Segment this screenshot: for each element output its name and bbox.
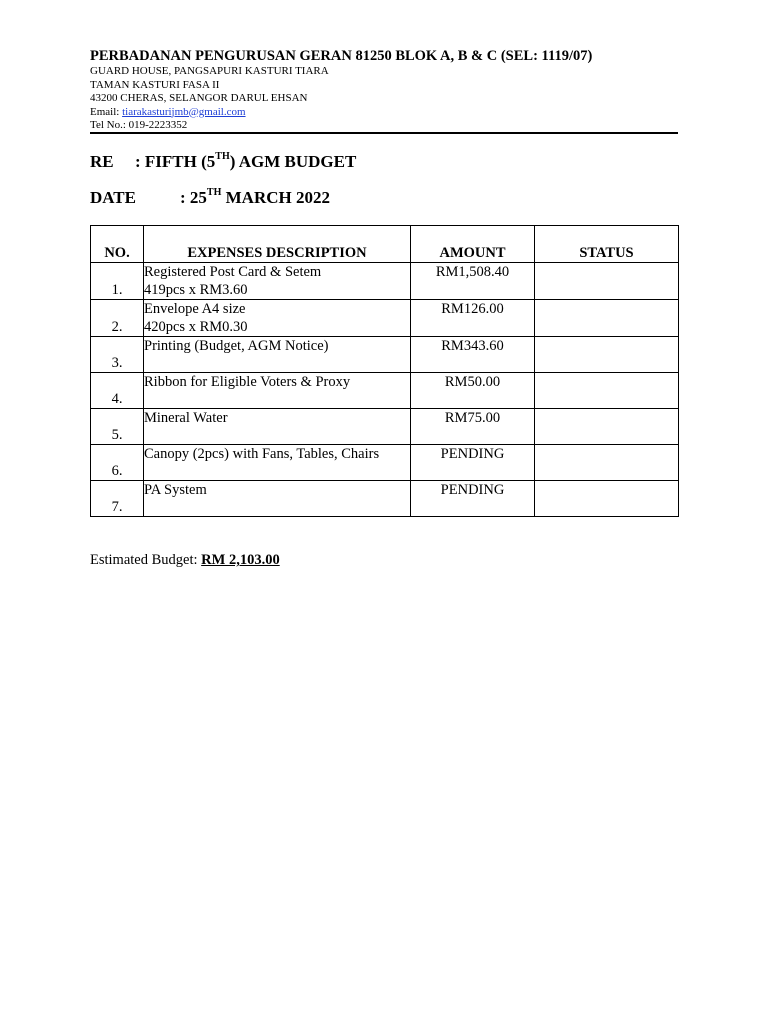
re-suffix: ) AGM BUDGET xyxy=(229,152,357,171)
tel-number: 019-2223352 xyxy=(128,119,188,131)
row-status xyxy=(535,263,679,300)
date-prefix: : 25 xyxy=(180,188,207,207)
description-line-2: 419pcs x RM3.60 xyxy=(144,282,248,298)
header-description: EXPENSES DESCRIPTION xyxy=(144,226,411,263)
description-line-1: PA System xyxy=(144,482,207,498)
table-row xyxy=(91,445,679,481)
row-number: 2. xyxy=(91,300,144,337)
table-row xyxy=(91,409,679,445)
re-label: RE xyxy=(90,152,114,171)
row-number: 5. xyxy=(91,409,144,445)
estimated-budget xyxy=(90,551,280,569)
organization-name: PERBADANAN PENGURUSAN GERAN 81250 BLOK A, B & C (SEL: 1119/07) xyxy=(90,48,593,64)
row-description xyxy=(144,481,411,517)
table-row xyxy=(91,337,679,373)
estimated-budget-total: RM 2,103.00 xyxy=(201,552,280,568)
table-row xyxy=(91,373,679,409)
email-label: Email: xyxy=(90,105,120,118)
row-amount: RM50.00 xyxy=(411,373,535,409)
header-status: STATUS xyxy=(535,226,679,263)
description-line-1: Mineral Water xyxy=(144,410,228,426)
date-suffix: MARCH 2022 xyxy=(221,188,330,207)
expenses-table xyxy=(90,225,679,517)
row-number: 7. xyxy=(91,481,144,517)
header-amount: AMOUNT xyxy=(411,226,535,263)
date-label: DATE xyxy=(90,188,136,207)
table-row xyxy=(91,481,679,517)
row-number: 3. xyxy=(91,337,144,373)
description-line-1: Canopy (2pcs) with Fans, Tables, Chairs xyxy=(144,446,380,462)
header-no: NO. xyxy=(91,226,144,263)
table-row xyxy=(91,263,679,300)
row-number: 4. xyxy=(91,373,144,409)
row-description xyxy=(144,263,411,300)
tel-line xyxy=(90,119,678,133)
row-amount: RM343.60 xyxy=(411,337,535,373)
row-description xyxy=(144,409,411,445)
description-line-1: Envelope A4 size xyxy=(144,301,246,317)
row-status xyxy=(535,409,679,445)
table-header-row xyxy=(91,226,679,263)
letterhead xyxy=(90,47,678,133)
table-row xyxy=(91,300,679,337)
row-amount: PENDING xyxy=(411,445,535,481)
email-link[interactable]: tiarakasturijmb@gmail.com xyxy=(122,105,246,118)
address-line-3: 43200 CHERAS, SELANGOR DARUL EHSAN xyxy=(90,92,308,104)
address-line-1: GUARD HOUSE, PANGSAPURI KASTURI TIARA xyxy=(90,65,329,77)
row-number: 1. xyxy=(91,263,144,300)
header-divider xyxy=(90,132,678,134)
row-status xyxy=(535,337,679,373)
row-status xyxy=(535,300,679,337)
date-superscript: TH xyxy=(206,187,222,199)
row-status xyxy=(535,445,679,481)
row-description xyxy=(144,373,411,409)
description-line-1: Registered Post Card & Setem xyxy=(144,264,322,280)
row-status xyxy=(535,373,679,409)
email-line xyxy=(90,106,678,120)
re-prefix: : FIFTH (5 xyxy=(135,152,216,171)
description-line-1: Printing (Budget, AGM Notice) xyxy=(144,338,329,354)
address-line-2: TAMAN KASTURI FASA II xyxy=(90,78,220,91)
description-line-2: 420pcs x RM0.30 xyxy=(144,319,248,335)
row-amount: RM1,508.40 xyxy=(411,263,535,300)
row-amount: RM126.00 xyxy=(411,300,535,337)
row-amount: RM75.00 xyxy=(411,409,535,445)
description-line-1: Ribbon for Eligible Voters & Proxy xyxy=(144,374,351,390)
row-description xyxy=(144,445,411,481)
row-status xyxy=(535,481,679,517)
row-number: 6. xyxy=(91,445,144,481)
row-amount: PENDING xyxy=(411,481,535,517)
date-line xyxy=(90,188,330,208)
estimated-budget-label: Estimated Budget: xyxy=(90,552,198,568)
row-description xyxy=(144,300,411,337)
tel-label: Tel No.: xyxy=(90,119,126,131)
subject-line xyxy=(90,152,356,172)
re-superscript: TH xyxy=(215,151,230,163)
row-description xyxy=(144,337,411,373)
